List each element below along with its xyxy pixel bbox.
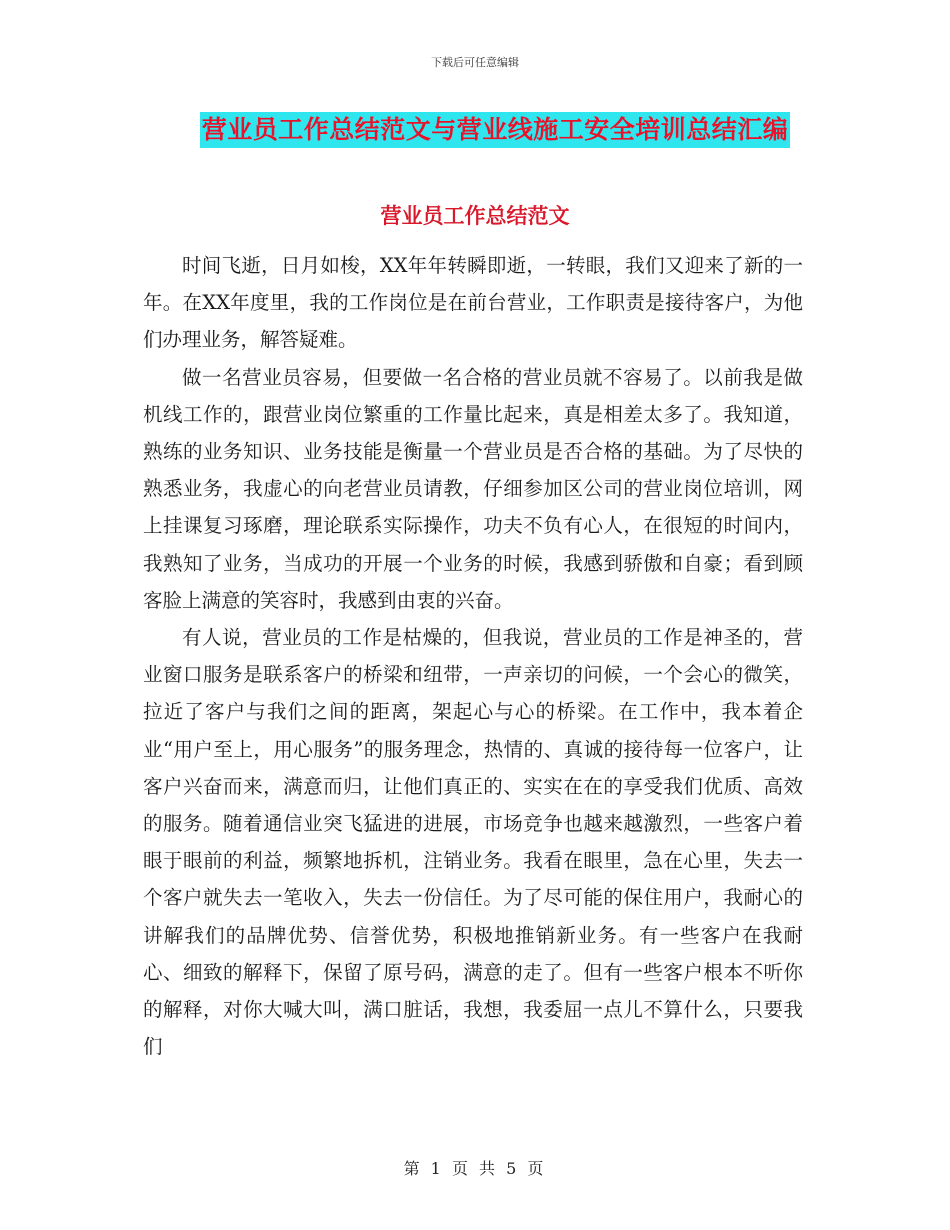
document-main-title: 营业员工作总结范文与营业线施工安全培训总结汇编 bbox=[200, 112, 791, 148]
paragraph: 做一名营业员容易，但要做一名合格的营业员就不容易了。以前我是做机线工作的，跟营业岗位繁重的工作量比起来，真是相差太多了。我知道，熟练的业务知识、业务技能是衡量一个营业员是否合格的基础。为了尽快的熟悉业务，我虚心的向老营业员请教，仔细参加区公司的营业岗位培训，网上挂课复习琢磨，理论联系实际操作，功夫不负有心人，在很短的时间内，我熟知了业务，当成功的开展一个业务的时候，我感到骄傲和自豪；看到顾客脸上满意的笑容时，我感到由衷的兴奋。 bbox=[143, 365, 803, 612]
main-title-container bbox=[0, 112, 950, 148]
page-header-note: 下载后可任意编辑 bbox=[431, 56, 519, 69]
section-title: 营业员工作总结范文 bbox=[380, 204, 570, 228]
page-number-footer: 第 1 页 共 5 页 bbox=[403, 1159, 547, 1178]
document-body bbox=[143, 247, 803, 1065]
paragraph: 时间飞逝，日月如梭，XX年年转瞬即逝，一转眼，我们又迎来了新的一年。在XX年度里，我的工作岗位是在前台营业，工作职责是接待客户，为他们办理业务，解答疑难。 bbox=[143, 254, 803, 352]
paragraph: 有人说，营业员的工作是枯燥的，但我说，营业员的工作是神圣的，营业窗口服务是联系客户的桥梁和纽带，一声亲切的问候，一个会心的微笑，拉近了客户与我们之间的距离，架起心与心的桥梁。在工作中，我本着企业“用户至上，用心服务”的服务理念，热情的、真诚的接待每一位客户，让客户兴奋而来，满意而归，让他们真正的、实实在在的享受我们优质、高效的服务。随着通信业突飞猛进的进展，市场竞争也越来越激烈，一些客户着眼于眼前的利益，频繁地拆机，注销业务。我看在眼里，急在心里，失去一个客户就失去一笔收入，失去一份信任。为了尽可能的保住用户，我耐心的讲解我们的品牌优势、信誉优势，积极地推销新业务。有一些客户在我耐心、细致的解释下，保留了原号码，满意的走了。但有一些客户根本不听你的解释，对你大喊大叫，满口脏话，我想，我委屈一点儿不算什么，只要我们 bbox=[143, 626, 803, 1059]
